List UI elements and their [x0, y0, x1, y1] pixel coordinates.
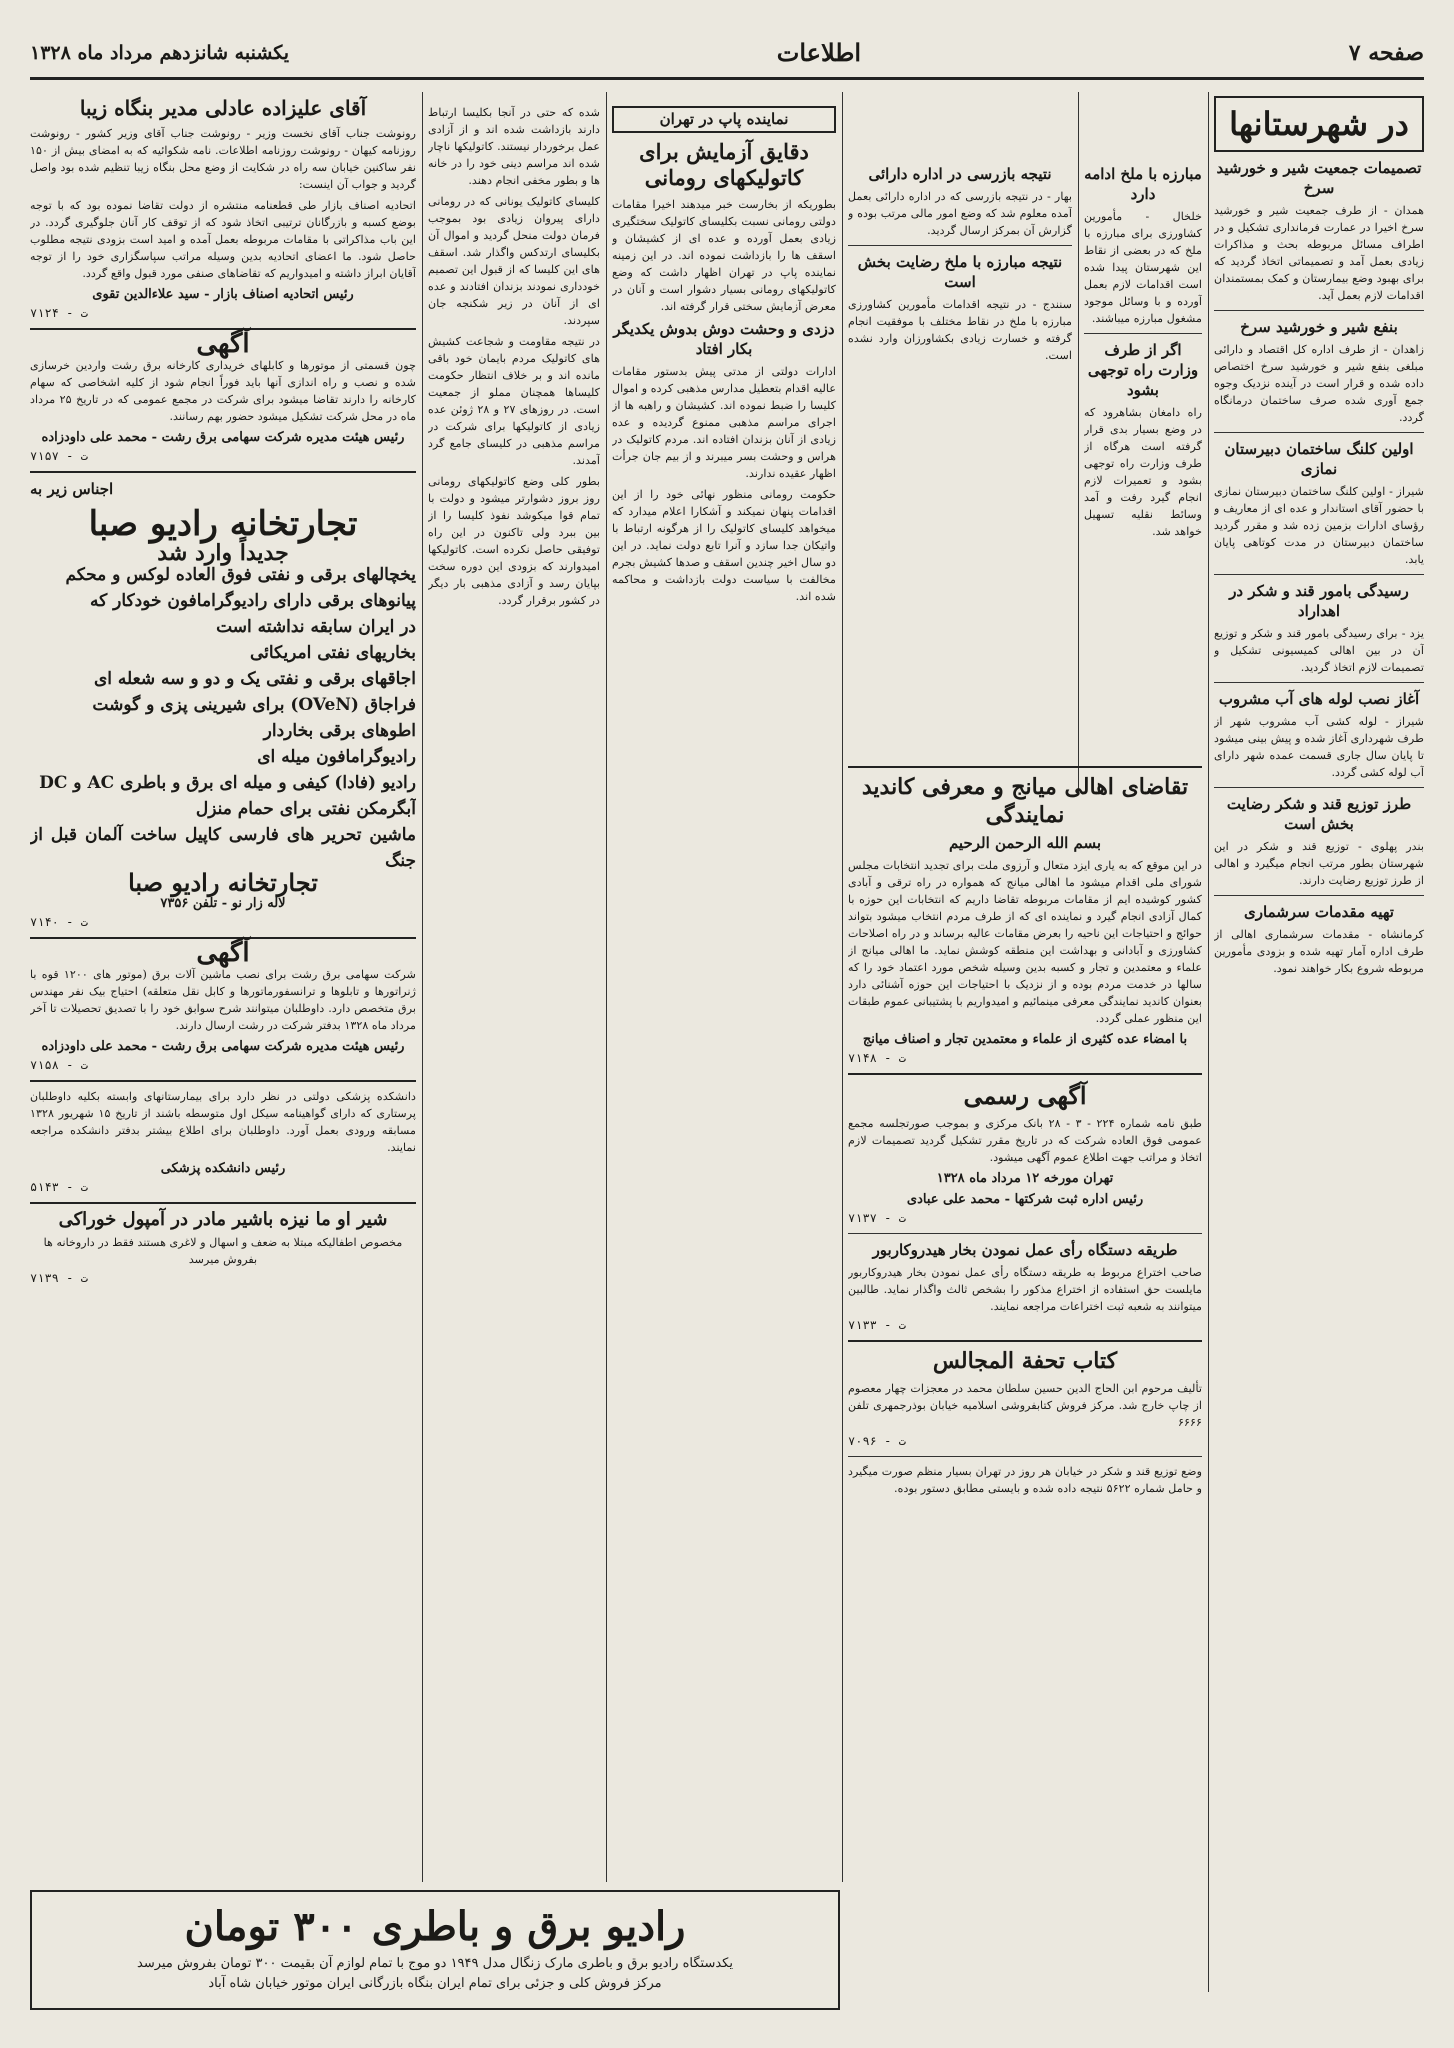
radio-ad: [30, 1890, 840, 2010]
article-body: خلخال - مأمورین کشاورزی برای مبارزه با ملخ که در بعضی از نقاط این شهرستان پیدا شده است اقدامات لازم بعمل آورده و با وسائل موجود مشغول مبارزه میباشند.: [1084, 210, 1202, 325]
article-body: کرمانشاه - مقدمات سرشماری اهالی از طرف اداره آمار تهیه شده و بزودی مأمورین مربوطه شروع بکار خواهند نمود.: [1214, 928, 1424, 975]
headline: طرز توزیع قند و شکر رضایت بخش است: [1226, 795, 1412, 833]
column-locust: [1084, 160, 1202, 760]
headline: آغاز نصب لوله های آب مشروب: [1218, 690, 1420, 708]
headline: اگر از طرف وزارت راه توجهی بشود: [1087, 341, 1199, 399]
column-middle: [848, 760, 1202, 2000]
article-body: ادارات دولتی از مدتی پیش بدستور مقامات عالیه اقدام بتعطیل مدارس مذهبی کرده و اموال کلیسا را ضبط نموده اند. کشیشان و راهبه ها از اجرای مراسم مذهبی ممنوع گردیده و عده زیادی از آنان بزندان افتاده اند. مردم کاتولیک در هراس و وحشت بسر میبرند و از بیم جان جرأت اظهار عقیده ندارند.: [612, 364, 836, 480]
page-header: [30, 28, 1424, 80]
column-catholic: [612, 100, 836, 1880]
column-divider: [842, 92, 843, 1882]
headline: تصمیمات جمعیت شیر و خورشید سرخ: [1216, 159, 1422, 197]
ad-title: آگهی: [196, 938, 250, 968]
kicker: نماینده پاپ در تهران: [659, 110, 789, 128]
column-catholic-cont: [428, 100, 600, 1880]
ad-reference: ت - ۵۱۴۳: [30, 1180, 88, 1194]
ad-body: شرکت سهامی برق رشت برای نصب ماشین آلات برق (موتور های ۱۲۰۰ قوه با ژنراتورها و تابلوها و ترانسفورماتورها و کابل نقل متعلقه) احتیاج بیک نفر مهندس برق متخصص دارد. داوطلبان میتوانند شرح سوابق خود را با تصدیق تحصیلات تا آخر مرداد ماه ۱۳۲۸ بدفتر شرکت در رشت ارسال دارند.: [30, 968, 416, 1032]
store-item: آبگرمکن نفتی برای حمام منزل: [195, 799, 416, 819]
ad-reference: ت - ۷۱۵۷: [30, 449, 88, 463]
headline: نتیجه بازرسی در اداره دارائی: [868, 165, 1052, 183]
store-item: رادیو (فادا) کیفی و میله ای برق و باطری AC و DC: [39, 773, 416, 793]
article-body: سنندج - در نتیجه اقدامات مأمورین کشاورزی مبارزه با ملخ در نقاط مختلف با موفقیت انجام گرفته و خسارت زیادی بکشاورزان وارد نشده است.: [848, 298, 1072, 362]
column-divider: [1208, 92, 1209, 1992]
column-inspection: [848, 160, 1072, 760]
section-banner: [1214, 96, 1424, 152]
ad-reference: ت - ۷۱۲۴: [30, 306, 88, 320]
article-body: طبق نامه شماره ۲۲۴ - ۳ - ۲۸ بانک مرکزی و بموجب صورتجلسه مجمع عمومی فوق العاده شرکت که در تاریخ مقرر تشکیل گردید تصمیمات لازم اتخاذ و مراتب جهت اطلاع عموم آگهی میشود.: [848, 1117, 1202, 1164]
store-item: رادیوگرامافون میله ای: [257, 747, 416, 767]
article-body: کلیسای کاتولیک یونانی که در رومانی دارای پیروان زیادی بود بموجب فرمان دولت منحل گردید و اموال آن بکلیسای ارتدکس واگذار شد. اسقف های این کلیسا که از قبول این تصمیم خودداری نمودند بزندان افتادند و عده ای از آنان در زیر شکنجه جان سپردند.: [428, 195, 600, 327]
bismillah: بسم الله الرحمن الرحیم: [948, 834, 1102, 852]
signature: رئیس دانشکده پزشکی: [160, 1161, 286, 1176]
ad-reference: ت - ۷۱۴۰: [30, 915, 88, 929]
column-divider: [422, 92, 423, 1882]
newspaper-name: اطلاعات: [776, 38, 862, 67]
ad-reference: ت - ۷۱۳۳: [848, 1318, 906, 1332]
headline: نتیجه مبارزه با ملخ رضایت بخش است: [857, 253, 1063, 291]
article-body: همدان - از طرف جمعیت شیر و خورشید سرخ اخیرا در عمارت فرمانداری تشکیل و در اطراف مسائل مربوطه بحث و مذاکرات زیادی بعمل آمد و تصمیماتی اتخاذ گردید که برای بهبود وضع بیمارستان و کمک بمستمندان اقدامات لازم بعمل آید.: [1214, 204, 1424, 302]
headline: تقاضای اهالی میانج و معرفی کاندید نمایندگی: [861, 774, 1189, 828]
ad-body: چون قسمتی از موتورها و کابلهای خریداری کارخانه برق رشت واردین خرسازی شده و نصب و راه اندازی آنها باید فوراً انجام شود از کلیه اشخاصی که سهام کارخانه را دارند تقاضا میشود برای شرکت در مجمع عمومی که در تاریخ ۲۵ مرداد ماه در محل شرکت تشکیل میشود حضور بهم رسانند.: [30, 359, 416, 423]
column-ads: [30, 96, 416, 1886]
column-provinces: [1214, 96, 1424, 2016]
column-divider: [606, 92, 607, 1882]
ad-reference: ت - ۷۱۳۹: [30, 1271, 88, 1285]
article-body: زاهدان - از طرف اداره کل اقتصاد و دارائی مبلغی بنفع شیر و خورشید سرخ اختصاص داده شده و قرار است در آینده نزدیک وجوه جمع آوری شده صرف ساختمان درمانگاه گردد.: [1214, 343, 1424, 424]
article-body: صاحب اختراع مربوط به طریقه دستگاه رأی عمل نمودن بخار هیدروکاربور مایلست حق استفاده از اختراع مذکور را بشخص ثالث واگذار نماید. طالبین میتوانند به شعبه ثبت اختراعات مراجعه نمایند.: [848, 1266, 1202, 1313]
store-item: اجاقهای برقی و نفتی یک و دو و سه شعله ای: [93, 669, 416, 689]
kicker-box: [612, 106, 836, 133]
date-line: تهران مورخه ۱۲ مرداد ماه ۱۳۲۸: [936, 1171, 1114, 1186]
headline: مبارزه با ملخ ادامه دارد: [1084, 165, 1202, 203]
headline: اولین کلنگ ساختمان دبیرستان نمازی: [1224, 440, 1414, 478]
article-body: شده که حتی در آنجا بکلیسا ارتباط دارند بازداشت شده اند و از آزادی عمل برخوردار نیستند. کاتولیکها ناچار شده اند مراسم دینی خود را در خانه ها و بطور مخفی انجام دهند.: [428, 106, 600, 187]
ad-body: دانشکده پزشکی دولتی در نظر دارد برای بیمارستانهای وابسته بکلیه داوطلبان پرستاری که دارای گواهینامه سیکل اول متوسطه باشند از تاریخ ۱۵ شهریور ۱۳۲۸ مسابقه ورودی بعمل آورد. داوطلبان برای اطلاع بیشتر بدفتر دانشکده مراجعه نمایند.: [30, 1090, 416, 1154]
store-item: پیانوهای برقی دارای رادیوگرامافون خودکار که: [90, 591, 416, 611]
store-item: فراجاق (OVeN) برای شیرینی پزی و گوشت: [92, 695, 416, 715]
column-divider: [1078, 92, 1079, 792]
ad-reference: ت - ۷۱۵۸: [30, 1058, 88, 1072]
store-item: یخچالهای برقی و نفتی فوق العاده لوکس و محکم: [65, 565, 416, 585]
store-ad: [30, 479, 416, 931]
article-body: شیراز - اولین کلنگ ساختمان دبیرستان نمازی با حضور آقای استاندار و عده ای از معاریف و رؤسای ادارات بزمین زده شد و مقرر گردید ساختمان دبیرستان در مدت کوتاهی پایان یابد.: [1214, 485, 1424, 566]
ad-reference: ت - ۷۰۹۶: [848, 1433, 906, 1448]
ad-body: مخصوص اطفالیکه مبتلا به ضعف و اسهال و لاغری هستند فقط در داروخانه ها بفروش میرسد: [43, 1236, 403, 1266]
page-number: صفحه ۷: [1348, 39, 1424, 66]
radio-ad-title: رادیو برق و باطری ۳۰۰ تومان: [184, 1903, 686, 1950]
headline: دقایق آزمایش برای کاتولیکهای رومانی: [639, 139, 809, 191]
article-body: تألیف مرحوم ابن الحاج الدین حسین سلطان محمد در معجزات چهار معصوم از چاپ خارج شد. مرکز فروش کتابفروشی اسلامیه خیابان بوذرجمهری تلفن ۶۶۶۶: [848, 1381, 1202, 1429]
article-body: راه دامغان بشاهرود که در وضع بسیار بدی قرار گرفته است هرگاه از طرف وزارت راه توجهی بشود و تعمیرات لازم انجام گیرد رفت و آمد وسائط نقلیه تسهیل خواهد شد.: [1084, 406, 1202, 538]
headline: طریقه دستگاه رأی عمل نمودن بخار هیدروکاربور: [872, 1241, 1178, 1259]
ad-reference: ت - ۷۱۴۸: [848, 1051, 906, 1065]
article-body: شیراز - لوله کشی آب مشروب شهر از طرف شهرداری آغاز شده و پیش بینی میشود تا پایان سال جاری قسمت عمده شهر دارای آب لوله کشی گردد.: [1214, 715, 1424, 779]
store-item: در ایران سابقه نداشته است: [216, 617, 416, 637]
headline: بنفع شیر و خورشید سرخ: [1240, 318, 1398, 336]
article-body: بندر پهلوی - توزیع قند و شکر در این شهرستان بطور مرتب انجام میگیرد و اهالی از طرز توزیع رضایت دارند.: [1214, 840, 1424, 887]
signature: رئیس اتحادیه اصناف بازار - سید علاءالدین تقوی: [92, 287, 354, 302]
signature: رئیس اداره ثبت شرکتها - محمد علی عبادی: [906, 1192, 1144, 1207]
store-address: لاله زار نو - تلفن ۷۳۵۶: [160, 896, 286, 911]
article-body: وضع توزیع قند و شکر در خیابان هر روز در تهران بسیار منظم صورت میگیرد و حامل شماره ۵۶۲۲ نتیجه داده شده و بایستی مطابق دستور بوده.: [848, 1464, 1202, 1495]
article-body: یزد - برای رسیدگی بامور قند و شکر و توزیع آن در بین اهالی کمیسیونی تشکیل و تصمیمات لازم اتخاذ گردید.: [1214, 627, 1424, 674]
article-body: بهار - در نتیجه بازرسی که در اداره دارائی بعمل آمده معلوم شد که وضع امور مالی مرتب بوده و گزارش آن بمرکز ارسال گردید.: [848, 190, 1072, 237]
store-name: تجارتخانه رادیو صبا: [88, 504, 358, 544]
article-body: رونوشت جناب آقای نخست وزیر - رونوشت جناب آقای وزیر کشور - رونوشت روزنامه کیهان - رونوشت روزنامه اطلاعات. نامه شکوائیه که به امضای بیش از ۱۵۰ نفر ساکنین خیابان سه راه در شکایت از وضع محل بنگاه زیبا تنظیم شده بود واصل گردید و جواب آن اینست:: [30, 127, 416, 191]
headline: رسیدگی بامور قند و شکر در اهداراد: [1229, 582, 1409, 620]
signature: رئیس هیئت مدیره شرکت سهامی برق رشت - محمد علی داودزاده: [41, 1039, 405, 1054]
signature: رئیس هیئت مدیره شرکت سهامی برق رشت - محمد علی داودزاده: [41, 430, 405, 445]
article-body: بطوریکه از بخارست خبر میدهند اخیرا مقامات دولتی رومانی نسبت بکلیسای کاتولیک سختگیری زیادی بعمل آورده و عده ای از کشیشان و اسقف ها را بازداشت نموده اند. در این زمینه نماینده پاپ در تهران اظهار داشت که وضع کاتولیکهای رومانی بسیار دشوار است و آنان در معرض آزمایش سختی قرار گرفته اند.: [612, 197, 836, 313]
article-body: در نتیجه مقاومت و شجاعت کشیش های کاتولیک مردم بایمان خود باقی مانده اند و بر خلاف انتظار حکومت کلیساها همچنان مملو از جمعیت است. در روزهای ۲۷ و ۲۸ ژوئن عده زیادی از کاتولیکها برای شرکت در مراسم مذهبی در کلیسای جامع گرد آمدند.: [428, 335, 600, 467]
ad-reference: ت - ۷۱۳۷: [848, 1211, 906, 1225]
headline: آقای علیزاده عادلی مدیر بنگاه زیبا: [79, 96, 367, 120]
store-item: اطوهای برقی بخاردار: [263, 721, 416, 741]
store-kicker: اجناس زیر به: [30, 480, 114, 498]
issue-date: یکشنبه شانزدهم مرداد ماه ۱۳۲۸: [30, 41, 290, 64]
ad-title: آگهی: [196, 329, 250, 359]
headline: کتاب تحفة المجالس: [932, 1348, 1118, 1374]
ad-title: شیر او ما نیزه باشیر مادر در آمپول خوراکی: [58, 1209, 388, 1230]
store-item: ماشین تحریر های فارسی کاپیل ساخت آلمان قبل از جنگ: [30, 825, 416, 871]
radio-ad-address: مرکز فروش کلی و جزئی برای تمام ایران بنگاه بازرگانی ایران موتور خیابان شاه آباد: [208, 1976, 662, 1991]
store-footer: تجارتخانه رادیو صبا: [128, 868, 318, 897]
article-body: اتحادیه اصناف بازار طی قطعنامه منتشره از دولت تقاضا نموده بود که با توجه بوضع کسبه و بازرگانان ترتیبی اتخاذ شود که از توقف کار آنان جلوگیری گردد. در این باب مذاکراتی با مقامات مربوطه بعمل آمده و امید است بزودی نتیجه مطلوب حاصل شود. ما اعضای اتحادیه بدین وسیله مراتب سپاسگزاری خود را از توجه آقایان ابراز داشته و امیدواریم که تقاضاهای صنفی مورد قبول واقع گردد.: [30, 199, 416, 280]
article-body: در این موقع که به یاری ایزد متعال و آرزوی ملت برای تجدید انتخابات مجلس شورای ملی اقدام میشود ما اهالی میانج که همواره در راه ترقی و آبادی کشور کوشیده ایم از مقامات مربوطه تقاضا داریم که انتخابات این حوزه با کمال آزادی انجام گیرد و نماینده ای که از طرف مردم انتخاب میشود بتواند حوائج و احتیاجات این ناحیه را بعرض مقامات عالیه برساند و در راه اصلاحات کشاورزی و آبادانی و بهداشت این منطقه کوشش نماید. ما اهالی میانج از علماء و معتمدین و تجار و کسبه بدین وسیله شخص مورد اعتماد خود را که سالها در خدمت مردم بوده و از نزدیک با احتیاجات این حوزه آشنائی دارد بعنوان کاندید نمایندگی معرفی مینمائیم و امیدواریم با پشتیبانی عموم طبقات این منظور عملی گردد.: [848, 859, 1202, 1025]
article-body: بطور کلی وضع کاتولیکهای رومانی روز بروز دشوارتر میشود و دولت با تمام قوا میکوشد نفوذ کلیسا را از بین ببرد ولی تاکنون در این راه توفیقی حاصل نکرده است. کاتولیکها امیدوارند که بزودی این دوره سخت بپایان رسد و آزادی مذهبی بار دیگر در کشور برقرار گردد.: [428, 475, 600, 607]
headline: تهیه مقدمات سرشماری: [1244, 903, 1394, 921]
headline: آگهی رسمی: [963, 1081, 1087, 1110]
store-subtitle: جدیداً وارد شد: [157, 540, 289, 566]
radio-ad-text: یکدستگاه رادیو برق و باطری مارک زنگال مدل ۱۹۴۹ دو موج با تمام لوازم آن بقیمت ۳۰۰ تومان بفروش میرسد: [137, 1956, 733, 1971]
section-title: در شهرستانها: [1229, 105, 1409, 143]
store-item: بخاریهای نفتی امریکائی: [249, 643, 416, 663]
subheadline: دزدی و وحشت دوش بدوش یکدیگر بکار افتاد: [613, 319, 835, 358]
signature: با امضاء عده کثیری از علماء و معتمدین تجار و اصناف میانج: [862, 1032, 1188, 1047]
article-body: حکومت رومانی منظور نهائی خود را از این اقدامات پنهان نمیکند و آشکارا اعلام میدارد که میخواهد کلیسای کاتولیک را از هرگونه ارتباط با واتیکان جدا سازد و آنرا تابع دولت نماید. در این دو سال اخیر چندین اسقف و صدها کشیش بجرم مخالفت با سیاست دولت بازداشت و محاکمه شده اند.: [612, 487, 836, 603]
